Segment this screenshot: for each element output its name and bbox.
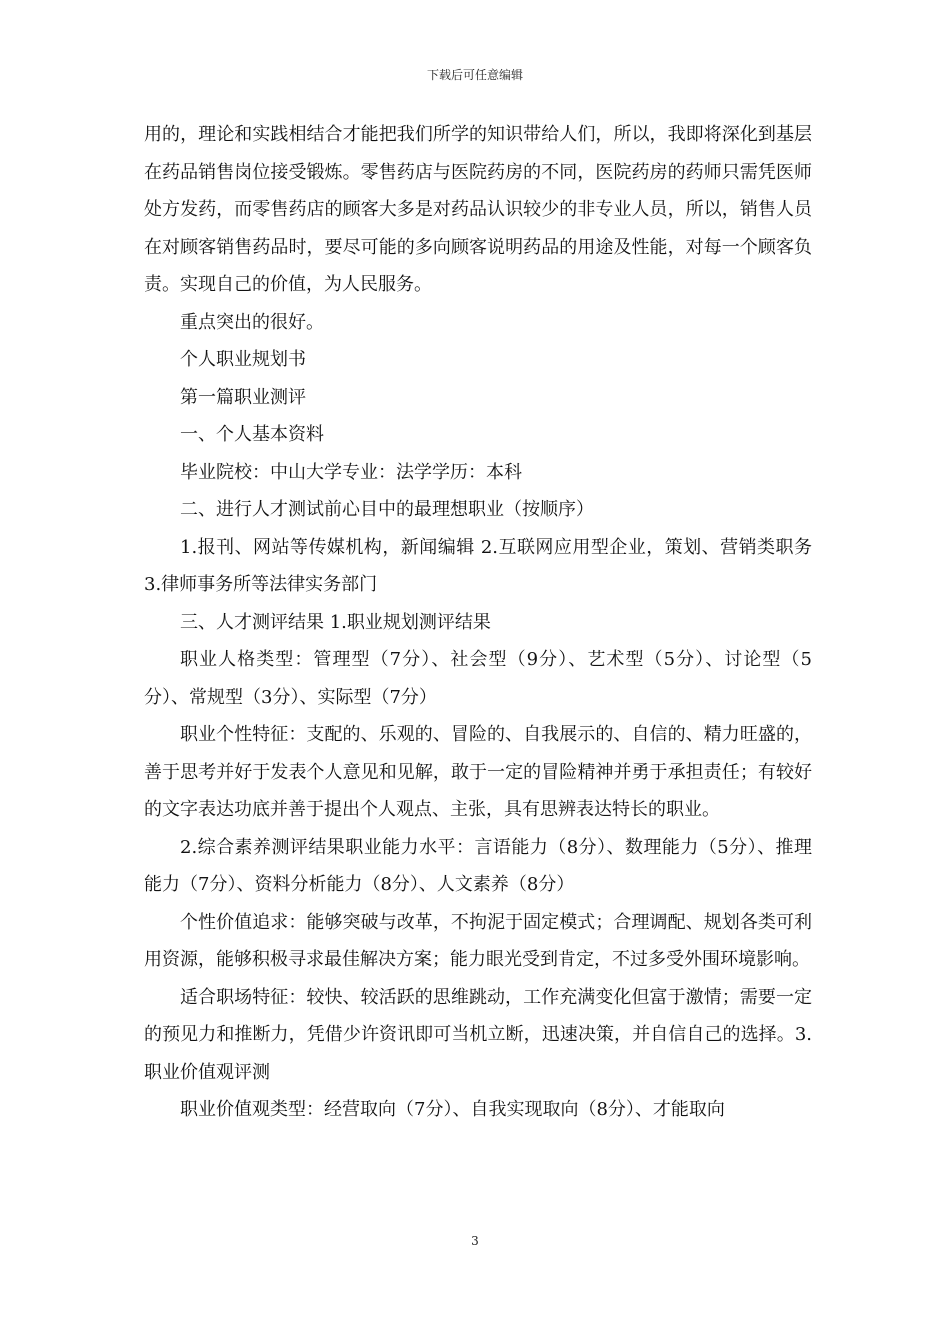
page-number: 3 xyxy=(471,1234,479,1248)
subsection-heading: 一、个人基本资料 xyxy=(180,424,324,445)
paragraph: 用的，理论和实践相结合才能把我们所学的知识带给人们，所以，我即将深化到基层在药品销售岗位接受锻炼。零售药店与医院药房的不同，医院药房的药师只需凭医师处方发药，而零售药店的顾客大多是对药品认识较少的非专业人员，所以，销售人员在对顾客销售药品时，要尽可能的多向顾客说明药品的用途及性能，对每一个顾客负责。实现自己的价值，为人民服务。 xyxy=(144,124,812,295)
subsection-heading: 二、进行人才测试前心目中的最理想职业（按顺序） xyxy=(180,499,594,520)
paragraph: 重点突出的很好。 xyxy=(180,311,324,333)
paragraph: 毕业院校：中山大学专业：法学学历：本科 xyxy=(180,461,522,483)
paragraph: 个性价值追求：能够突破与改革，不拘泥于固定模式；合理调配、规划各类可利用资源，能够积极寻求最佳解决方案；能力眼光受到肯定，不过多受外围环境影响。 xyxy=(144,911,812,970)
paragraph: 2.综合素养测评结果职业能力水平：言语能力（8分）、数理能力（5分）、推理能力（7分）、资料分析能力（8分）、人文素养（8分） xyxy=(144,836,812,895)
section-heading: 第一篇职业测评 xyxy=(180,386,306,408)
paragraph: 职业个性特征：支配的、乐观的、冒险的、自我展示的、自信的、精力旺盛的，善于思考并好于发表个人意见和见解，敢于一定的冒险精神并勇于承担责任；有较好的文字表达功底并善于提出个人观点、主张，具有思辨表达特长的职业。 xyxy=(144,724,812,820)
document-body xyxy=(144,116,812,1129)
paragraph: 1.报刊、网站等传媒机构，新闻编辑 2.互联网应用型企业，策划、营销类职务 3.律师事务所等法律实务部门 xyxy=(144,536,812,595)
subsection-heading: 三、人才测评结果 1.职业规划测评结果 xyxy=(180,611,491,633)
paragraph: 职业人格类型：管理型（7分）、社会型（9分）、艺术型（5分）、讨论型（5分）、常规型（3分）、实际型（7分） xyxy=(144,649,812,708)
page-header: 下载后可任意编辑 xyxy=(426,68,523,82)
paragraph: 适合职场特征：较快、较活跃的思维跳动，工作充满变化但富于激情；需要一定的预见力和推断力，凭借少许资讯即可当机立断，迅速决策，并自信自己的选择。3.职业价值观评测 xyxy=(144,986,812,1083)
paragraph: 职业价值观类型：经营取向（7分）、自我实现取向（8分）、才能取向 xyxy=(180,1099,725,1120)
document-title: 个人职业规划书 xyxy=(180,349,306,370)
